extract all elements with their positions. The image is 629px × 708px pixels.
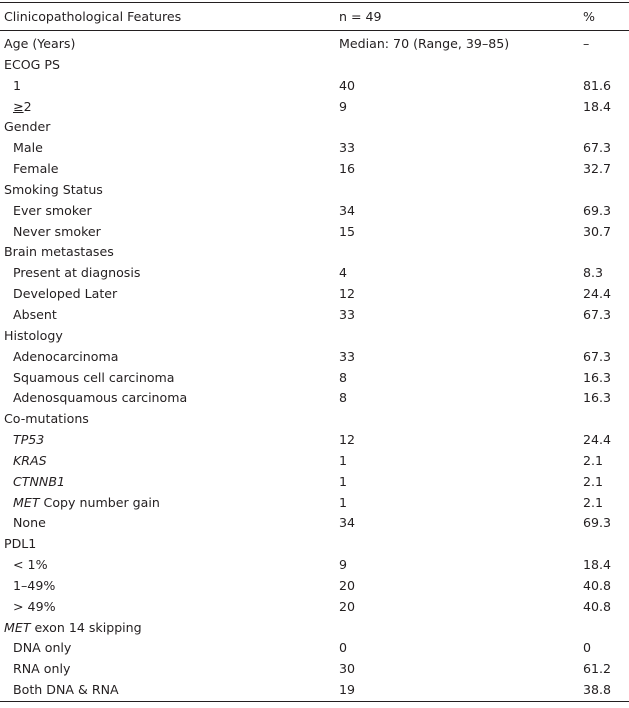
table-row <box>0 284 629 305</box>
header-feature: Clinicopathological Features <box>4 9 182 24</box>
table-row <box>0 388 629 409</box>
table-body <box>0 34 629 701</box>
table-row <box>0 305 629 326</box>
row-n: 40 <box>339 77 356 93</box>
row-pct: 0 <box>583 640 592 656</box>
row-n: 15 <box>339 223 356 239</box>
row-pct: 81.6 <box>583 77 612 93</box>
group-row <box>0 242 629 263</box>
table-row <box>0 576 629 597</box>
table-row <box>0 493 629 514</box>
row-n: 33 <box>339 348 356 364</box>
row-label-text: Squamous cell carcinoma <box>13 369 175 385</box>
row-label-text: Age (Years) <box>4 36 76 51</box>
row-label-text: < 1% <box>13 557 48 573</box>
row-n: 33 <box>339 140 356 156</box>
row-label-text: > 49% <box>13 598 56 614</box>
row-label <box>13 388 187 409</box>
row-n: 1 <box>339 494 348 510</box>
row-label-text: Adenocarcinoma <box>13 348 119 364</box>
row-label-text: Male <box>13 140 43 156</box>
group-row <box>0 534 629 555</box>
table-row <box>0 638 629 659</box>
table-row <box>0 368 629 389</box>
row-label-text: None <box>13 515 46 531</box>
row-label <box>13 284 117 305</box>
row-pct: 32.7 <box>583 161 612 177</box>
header-pct: % <box>583 9 595 24</box>
row-label <box>13 493 160 514</box>
row-label-symbol: ≥ <box>13 98 24 114</box>
row-label-text: RNA only <box>13 661 71 677</box>
row-label <box>13 263 140 284</box>
table-row <box>0 347 629 368</box>
row-pct: 24.4 <box>583 286 612 302</box>
row-label <box>13 576 55 597</box>
table-header-row <box>0 3 629 30</box>
row-pct: 38.8 <box>583 682 612 698</box>
row-pct: 16.3 <box>583 390 612 406</box>
row-n: 9 <box>339 557 348 573</box>
row-label-gene: MET <box>4 619 31 635</box>
group-row <box>0 34 629 55</box>
table-row <box>0 451 629 472</box>
row-label <box>4 326 63 347</box>
row-label-text: DNA only <box>13 640 72 656</box>
row-n: 20 <box>339 577 356 593</box>
row-pct: 8.3 <box>583 265 604 281</box>
row-label <box>13 513 46 534</box>
row-label <box>13 555 48 576</box>
row-n: 34 <box>339 202 356 218</box>
row-label-text: 1 <box>13 77 22 93</box>
row-n: 30 <box>339 661 356 677</box>
row-label-text: PDL1 <box>4 536 37 552</box>
row-pct: 2.1 <box>583 452 604 468</box>
row-label-text: Smoking Status <box>4 181 103 197</box>
row-label-text: Both DNA & RNA <box>13 682 119 698</box>
row-label-text: Ever smoker <box>13 202 92 218</box>
row-label-text: Present at diagnosis <box>13 265 141 281</box>
clinicopathological-table <box>0 2 629 702</box>
table-row <box>0 263 629 284</box>
row-label-text: Never smoker <box>13 223 101 239</box>
row-n: 12 <box>339 432 356 448</box>
row-n: 0 <box>339 640 348 656</box>
row-n: 9 <box>339 98 348 114</box>
group-row <box>0 409 629 430</box>
row-pct: – <box>583 36 590 51</box>
row-label-text: Adenosquamous carcinoma <box>13 390 188 406</box>
row-label-text: Developed Later <box>13 286 118 302</box>
row-pct: 18.4 <box>583 98 612 114</box>
row-pct: 69.3 <box>583 515 612 531</box>
row-n: 1 <box>339 452 348 468</box>
table-row <box>0 76 629 97</box>
row-pct: 40.8 <box>583 598 612 614</box>
group-row <box>0 618 629 639</box>
row-label <box>13 368 175 389</box>
table-row <box>0 201 629 222</box>
row-n: 8 <box>339 390 348 406</box>
row-label <box>13 451 47 472</box>
row-n: 12 <box>339 286 356 302</box>
row-label <box>13 305 57 326</box>
row-n: 1 <box>339 473 348 489</box>
header-n: n = 49 <box>339 9 382 24</box>
table-row <box>0 222 629 243</box>
table-row <box>0 555 629 576</box>
table-row <box>0 597 629 618</box>
row-pct: 67.3 <box>583 140 612 156</box>
row-pct: 67.3 <box>583 348 612 364</box>
row-label-text: exon 14 skipping <box>30 619 142 635</box>
row-label <box>13 222 101 243</box>
row-pct: 18.4 <box>583 557 612 573</box>
row-label-text: Absent <box>13 306 57 322</box>
row-pct: 61.2 <box>583 661 612 677</box>
row-n: 33 <box>339 306 356 322</box>
row-label <box>13 159 59 180</box>
row-label-text: Brain metastases <box>4 244 114 260</box>
row-label-gene: MET <box>13 494 40 510</box>
row-pct: 2.1 <box>583 494 604 510</box>
row-pct: 24.4 <box>583 432 612 448</box>
row-label <box>4 180 103 201</box>
row-label <box>13 201 92 222</box>
row-label <box>4 409 89 430</box>
table-row <box>0 513 629 534</box>
table-row <box>0 659 629 680</box>
row-label-text: ECOG PS <box>4 56 61 72</box>
row-pct: 69.3 <box>583 202 612 218</box>
group-row <box>0 180 629 201</box>
row-label-gene: CTNNB1 <box>13 473 65 489</box>
table-row <box>0 430 629 451</box>
row-label <box>4 34 75 55</box>
row-pct: 30.7 <box>583 223 612 239</box>
row-label <box>13 659 70 680</box>
row-label <box>4 55 60 76</box>
row-label-text: Co-mutations <box>4 411 89 427</box>
row-n: 8 <box>339 369 348 385</box>
row-label-text: 1–49% <box>13 577 56 593</box>
row-pct: 67.3 <box>583 306 612 322</box>
row-label-text: Copy number gain <box>39 494 160 510</box>
row-label <box>13 138 43 159</box>
row-label <box>13 472 65 493</box>
row-pct: 40.8 <box>583 577 612 593</box>
row-n: Median: 70 (Range, 39–85) <box>339 36 510 51</box>
row-label-text: Female <box>13 161 59 177</box>
table-row <box>0 680 629 701</box>
group-row <box>0 326 629 347</box>
row-label-text: 2 <box>23 98 32 114</box>
table-row <box>0 138 629 159</box>
row-n: 4 <box>339 265 348 281</box>
row-label <box>4 242 114 263</box>
row-label <box>13 76 21 97</box>
row-label <box>13 347 118 368</box>
row-label <box>13 638 71 659</box>
table-row <box>0 97 629 118</box>
row-label <box>4 117 50 138</box>
row-n: 16 <box>339 161 356 177</box>
group-row <box>0 117 629 138</box>
row-label-text: Gender <box>4 119 51 135</box>
table-row <box>0 472 629 493</box>
row-label <box>13 680 119 701</box>
row-label <box>4 534 36 555</box>
row-pct: 2.1 <box>583 473 604 489</box>
row-label-gene: TP53 <box>13 432 45 448</box>
row-label <box>13 97 32 118</box>
group-row <box>0 55 629 76</box>
table-row <box>0 159 629 180</box>
row-label-gene: KRAS <box>13 452 47 468</box>
row-n: 34 <box>339 515 356 531</box>
row-label-text: Histology <box>4 327 63 343</box>
row-n: 20 <box>339 598 356 614</box>
row-n: 19 <box>339 682 356 698</box>
row-label <box>4 618 142 639</box>
row-label <box>13 430 44 451</box>
bottom-rule <box>0 701 629 702</box>
row-label <box>13 597 56 618</box>
row-pct: 16.3 <box>583 369 612 385</box>
